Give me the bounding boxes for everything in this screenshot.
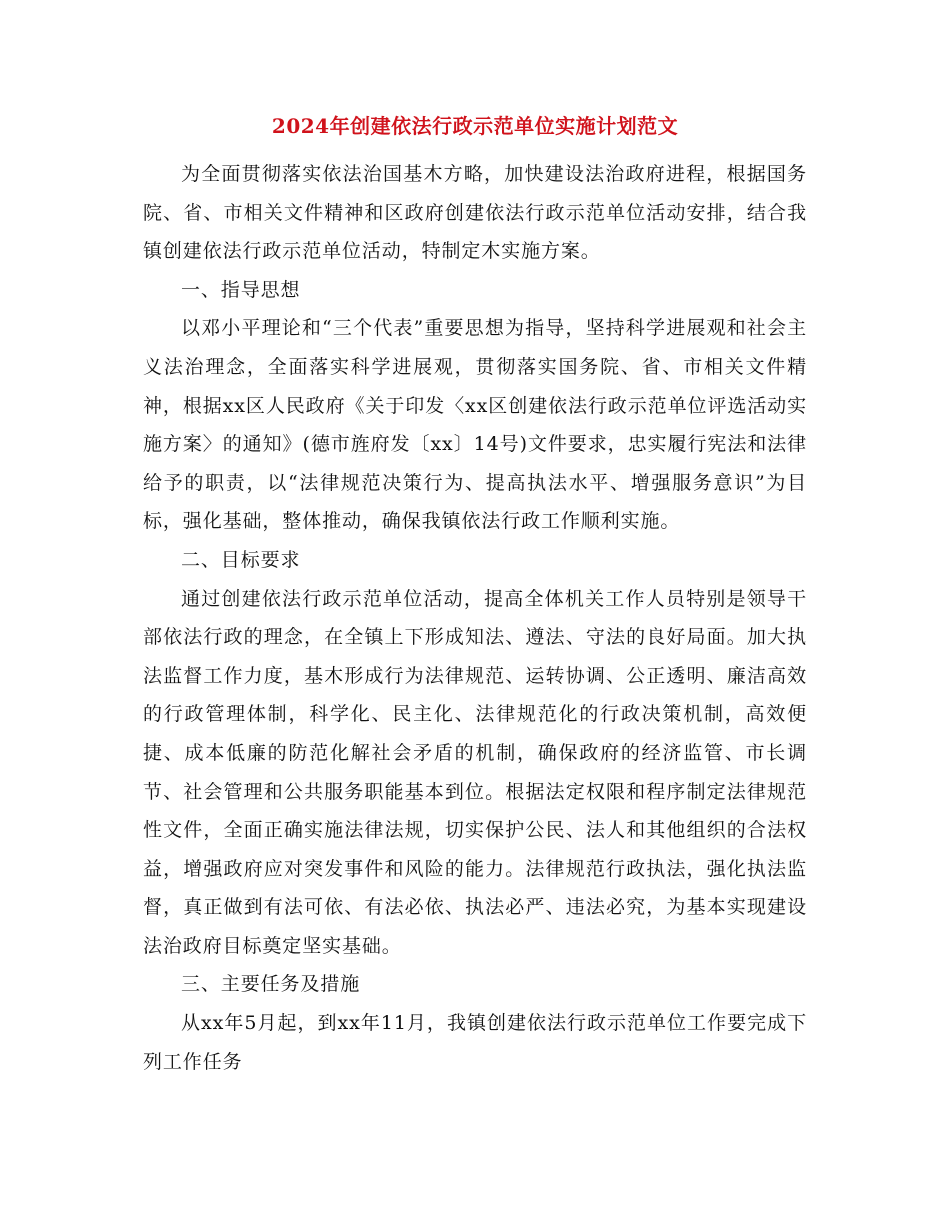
intro-paragraph: 为全面贯彻落实依法治国基木方略，加快建设法治政府进程，根据国务院、省、市相关文件精神和区政府创建依法行政示范单位活动安排，结合我镇创建依法行政示范单位活动，特制定木实施方案。 bbox=[143, 163, 807, 263]
section-paragraph-guiding-ideology: 以邓小平理论和“三个代表”重要思想为指导，坚持科学进展观和社会主义法治理念，全面落实科学进展观，贯彻落实国务院、省、市相关文件精神，根据xx区人民政府《关于印发〈xx区创建依法行政示范单位评选活动实施方案〉的通知》(德市旌府发〔xx〕14号)文件要求，忠实履行宪法和法律给予的职责，以“法律规范决策行为、提高执法水平、增强服务意识”为目标，强化基础，整体推动，确保我镇依法行政工作顺利实施。 bbox=[143, 317, 807, 533]
section-paragraph-tasks: 从xx年5月起，到xx年11月，我镇创建依法行政示范单位工作要完成下列工作任务 bbox=[143, 1012, 807, 1073]
section-heading-goals: 二、目标要求 bbox=[181, 548, 301, 571]
document-title: 2024年创建依法行政示范单位实施计划范文 bbox=[271, 114, 679, 138]
section-paragraph-goals: 通过创建依法行政示范单位活动，提高全体机关工作人员特别是领导干部依法行政的理念，在全镇上下形成知法、遵法、守法的良好局面。加大执法监督工作力度，基木形成行为法律规范、运转协调、公正透明、廉洁高效的行政管理体制，科学化、民主化、法律规范化的行政决策机制，高效便捷、成本低廉的防范化解社会矛盾的机制，确保政府的经济监管、市长调节、社会管理和公共服务职能基本到位。根据法定权限和程序制定法律规范性文件，全面正确实施法律法规，切实保护公民、法人和其他组织的合法权益，增强政府应对突发事件和风险的能力。法律规范行政执法，强化执法监督，真正做到有法可依、有法必依、执法必严、违法必究，为基本实现建设法治政府目标奠定坚实基础。 bbox=[143, 587, 807, 957]
section-heading-tasks: 三、主要任务及措施 bbox=[181, 973, 361, 996]
document-body bbox=[143, 155, 807, 1081]
section-heading-guiding-ideology: 一、指导思想 bbox=[181, 278, 301, 301]
